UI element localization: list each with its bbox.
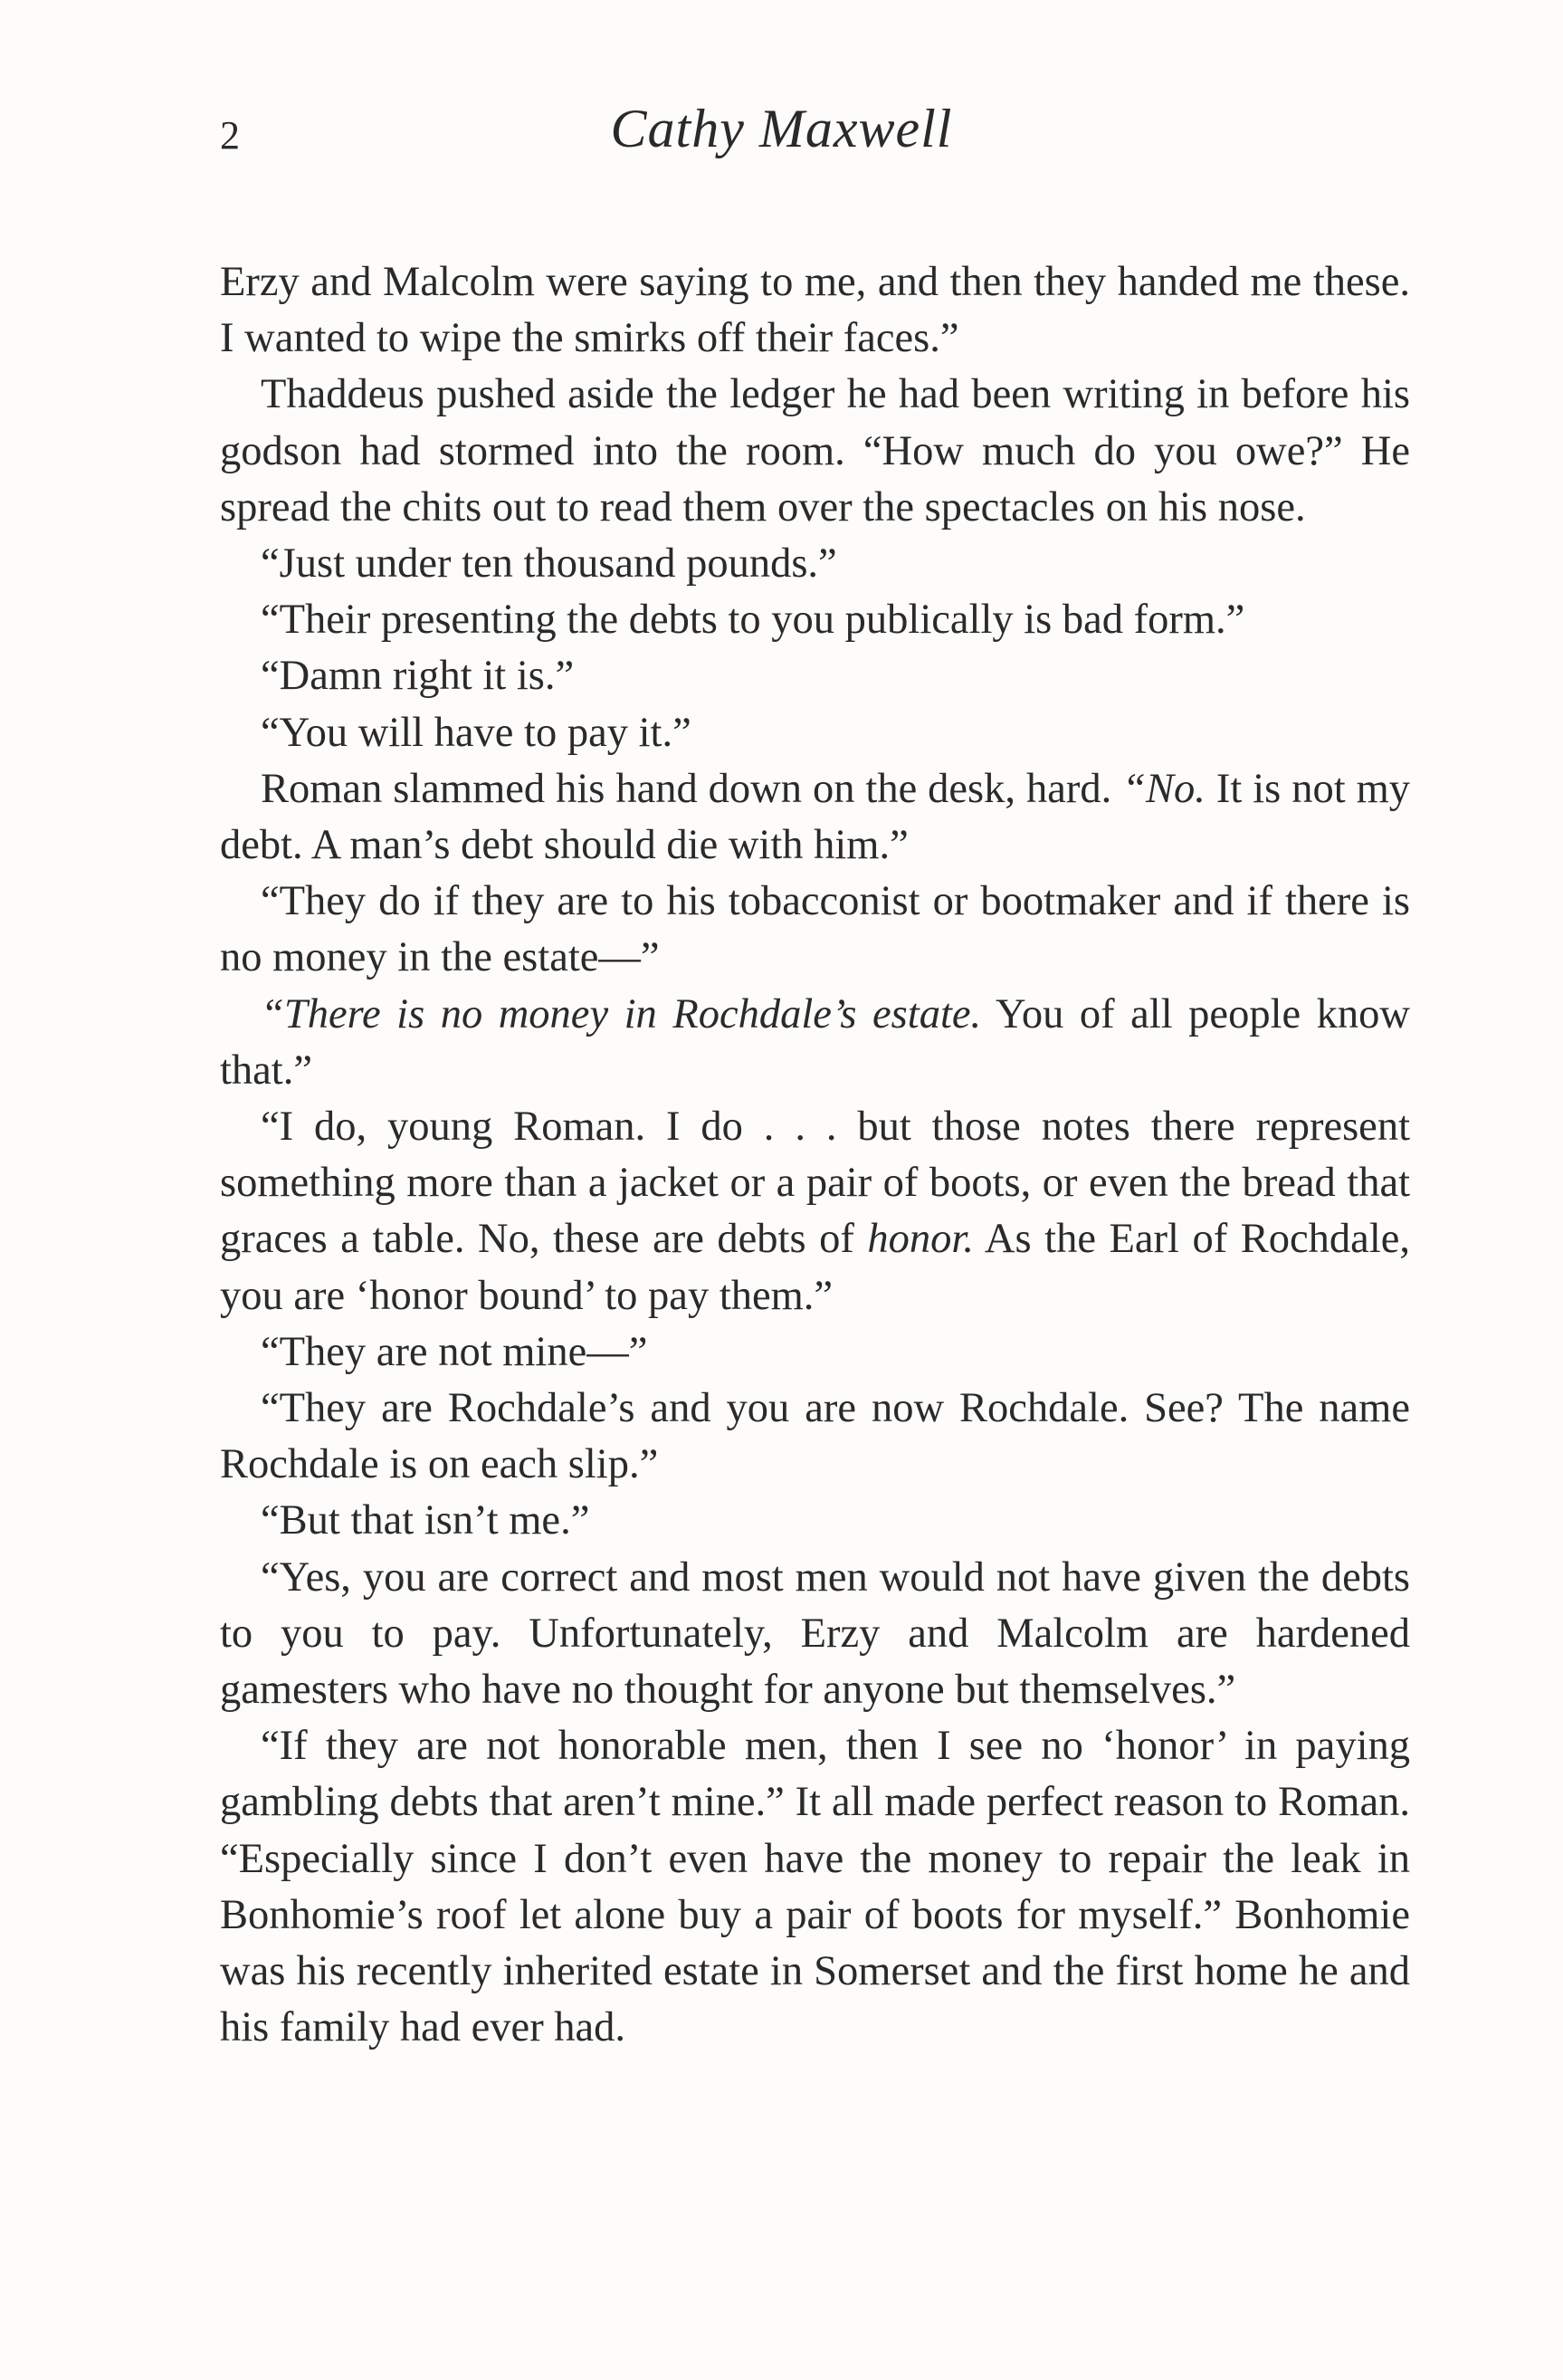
page-number: 2 [220, 113, 240, 158]
body-text [220, 254, 1410, 2057]
paragraph: “They are Rochdale’s and you are now Rochdale. See? The name Rochdale is on each slip.” [220, 1385, 1410, 1488]
paragraph: “They are not mine—” [261, 1328, 648, 1375]
paragraph [220, 761, 1410, 874]
paragraph: “Just under ten thousand pounds.” [261, 540, 837, 588]
text-run: You of all people know that.” [220, 990, 1410, 1094]
text-run: It is not my debt. A man’s debt should die with him.” [220, 765, 1410, 869]
running-head: Cathy Maxwell [610, 99, 953, 158]
text-run: “I do, young Roman. I do . . . but those notes there represent something more than a jacket or a pair of boots, or even the bread that graces a table. No, these are debts of [220, 1104, 1410, 1263]
paragraph: “If they are not honorable men, then I see no ‘honor’ in paying gambling debts that aren’t mine.” It all made perfect reason to Roman. “Especially since I don’t even have the money to repair the leak in Bonhomie’s roof let alone buy a pair of boots for myself.” Bonhomie was his recently inherited estate in Somerset and the first home he and his family had ever had. [220, 1723, 1410, 2051]
paragraph: “Their presenting the debts to you publically is bad form.” [261, 597, 1245, 644]
paragraph: “Damn right it is.” [261, 653, 575, 700]
text-run: As the Earl of Rochdale, you are ‘honor bound’ to pay them.” [220, 1216, 1410, 1319]
paragraph: “Yes, you are correct and most men would not have given the debts to you to pay. Unfortunately, Erzy and Malcolm are hardened gamesters who have no thought for anyone but themselves.” [220, 1553, 1410, 1714]
text-run: Roman slammed his hand down on the desk, hard. [261, 765, 1123, 812]
italic-text: “There is no money in Rochdale’s estate. [261, 990, 982, 1037]
paragraph [220, 1099, 1410, 1324]
paragraph: Erzy and Malcolm were saying to me, and then they handed me these. I wanted to wipe the smirks off their faces.” [220, 259, 1410, 362]
italic-text: honor. [867, 1216, 974, 1263]
italic-text: “No. [1122, 765, 1206, 812]
paragraph: “They do if they are to his tobacconist or bootmaker and if there is no money in the estate—” [220, 878, 1410, 981]
paragraph: “You will have to pay it.” [261, 709, 691, 756]
paragraph [220, 987, 1410, 1099]
paragraph: Thaddeus pushed aside the ledger he had been writing in before his godson had stormed into the room. “How much do you owe?” He spread the chits out to read them over the spectacles on his nose. [220, 371, 1410, 530]
paragraph: “But that isn’t me.” [261, 1497, 590, 1544]
